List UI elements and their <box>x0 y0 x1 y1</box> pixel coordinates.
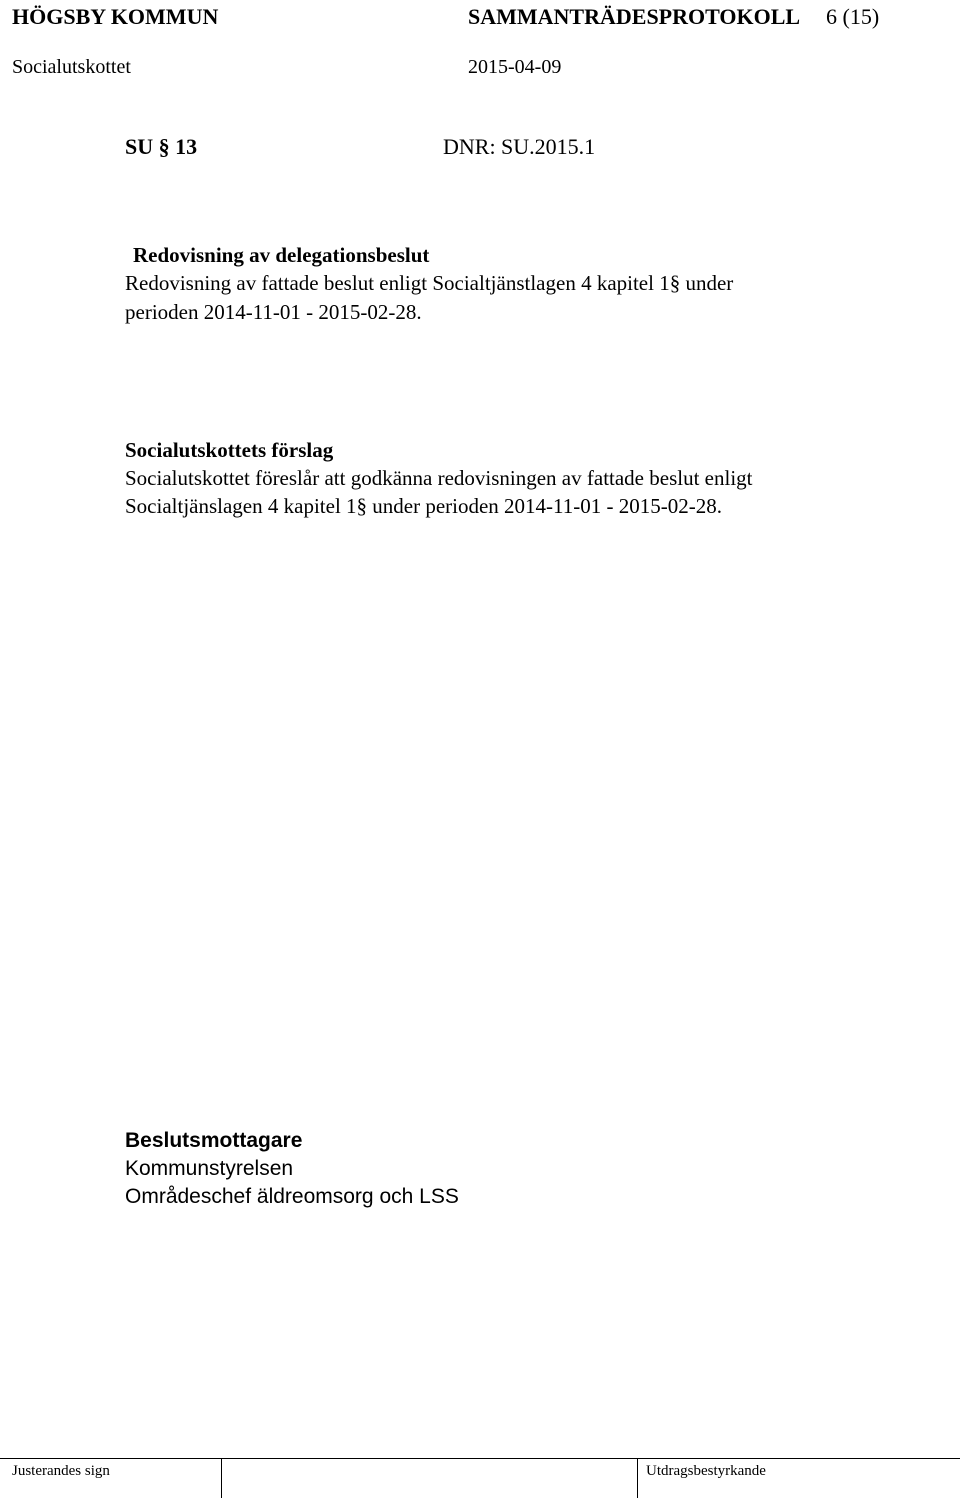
section-text-line: Redovisning av fattade beslut enligt Socialtjänstlagen 4 kapitel 1§ under <box>125 271 734 295</box>
footer-column-separator <box>221 1458 222 1498</box>
committee-name: Socialutskottet <box>12 56 131 78</box>
footer-column-separator <box>637 1458 638 1498</box>
page-number: 6 (15) <box>826 4 880 29</box>
section-text-line: Socialtjänslagen 4 kapitel 1§ under perioden 2014-11-01 - 2015-02-28. <box>125 494 722 518</box>
case-number: SU § 13 <box>125 134 198 159</box>
section-heading-delegation: Redovisning av delegationsbeslut <box>133 243 430 267</box>
footer-justerandes-sign: Justerandes sign <box>12 1463 110 1479</box>
footer-utdragsbestyrkande: Utdragsbestyrkande <box>646 1463 766 1479</box>
section-heading-proposal: Socialutskottets förslag <box>125 438 334 462</box>
protocol-title: SAMMANTRÄDESPROTOKOLL <box>468 4 801 29</box>
section-text-line: perioden 2014-11-01 - 2015-02-28. <box>125 300 422 324</box>
section-text-line: Socialutskottet föreslår att godkänna redovisningen av fattade beslut enligt <box>125 466 753 490</box>
meeting-date: 2015-04-09 <box>468 56 562 78</box>
municipality-name: HÖGSBY KOMMUN <box>12 4 219 29</box>
footer-divider <box>0 1458 960 1459</box>
recipients-heading: Beslutsmottagare <box>125 1129 303 1152</box>
case-dnr: DNR: SU.2015.1 <box>443 134 596 159</box>
recipient-item: Kommunstyrelsen <box>125 1157 294 1180</box>
recipient-item: Områdeschef äldreomsorg och LSS <box>125 1185 459 1208</box>
